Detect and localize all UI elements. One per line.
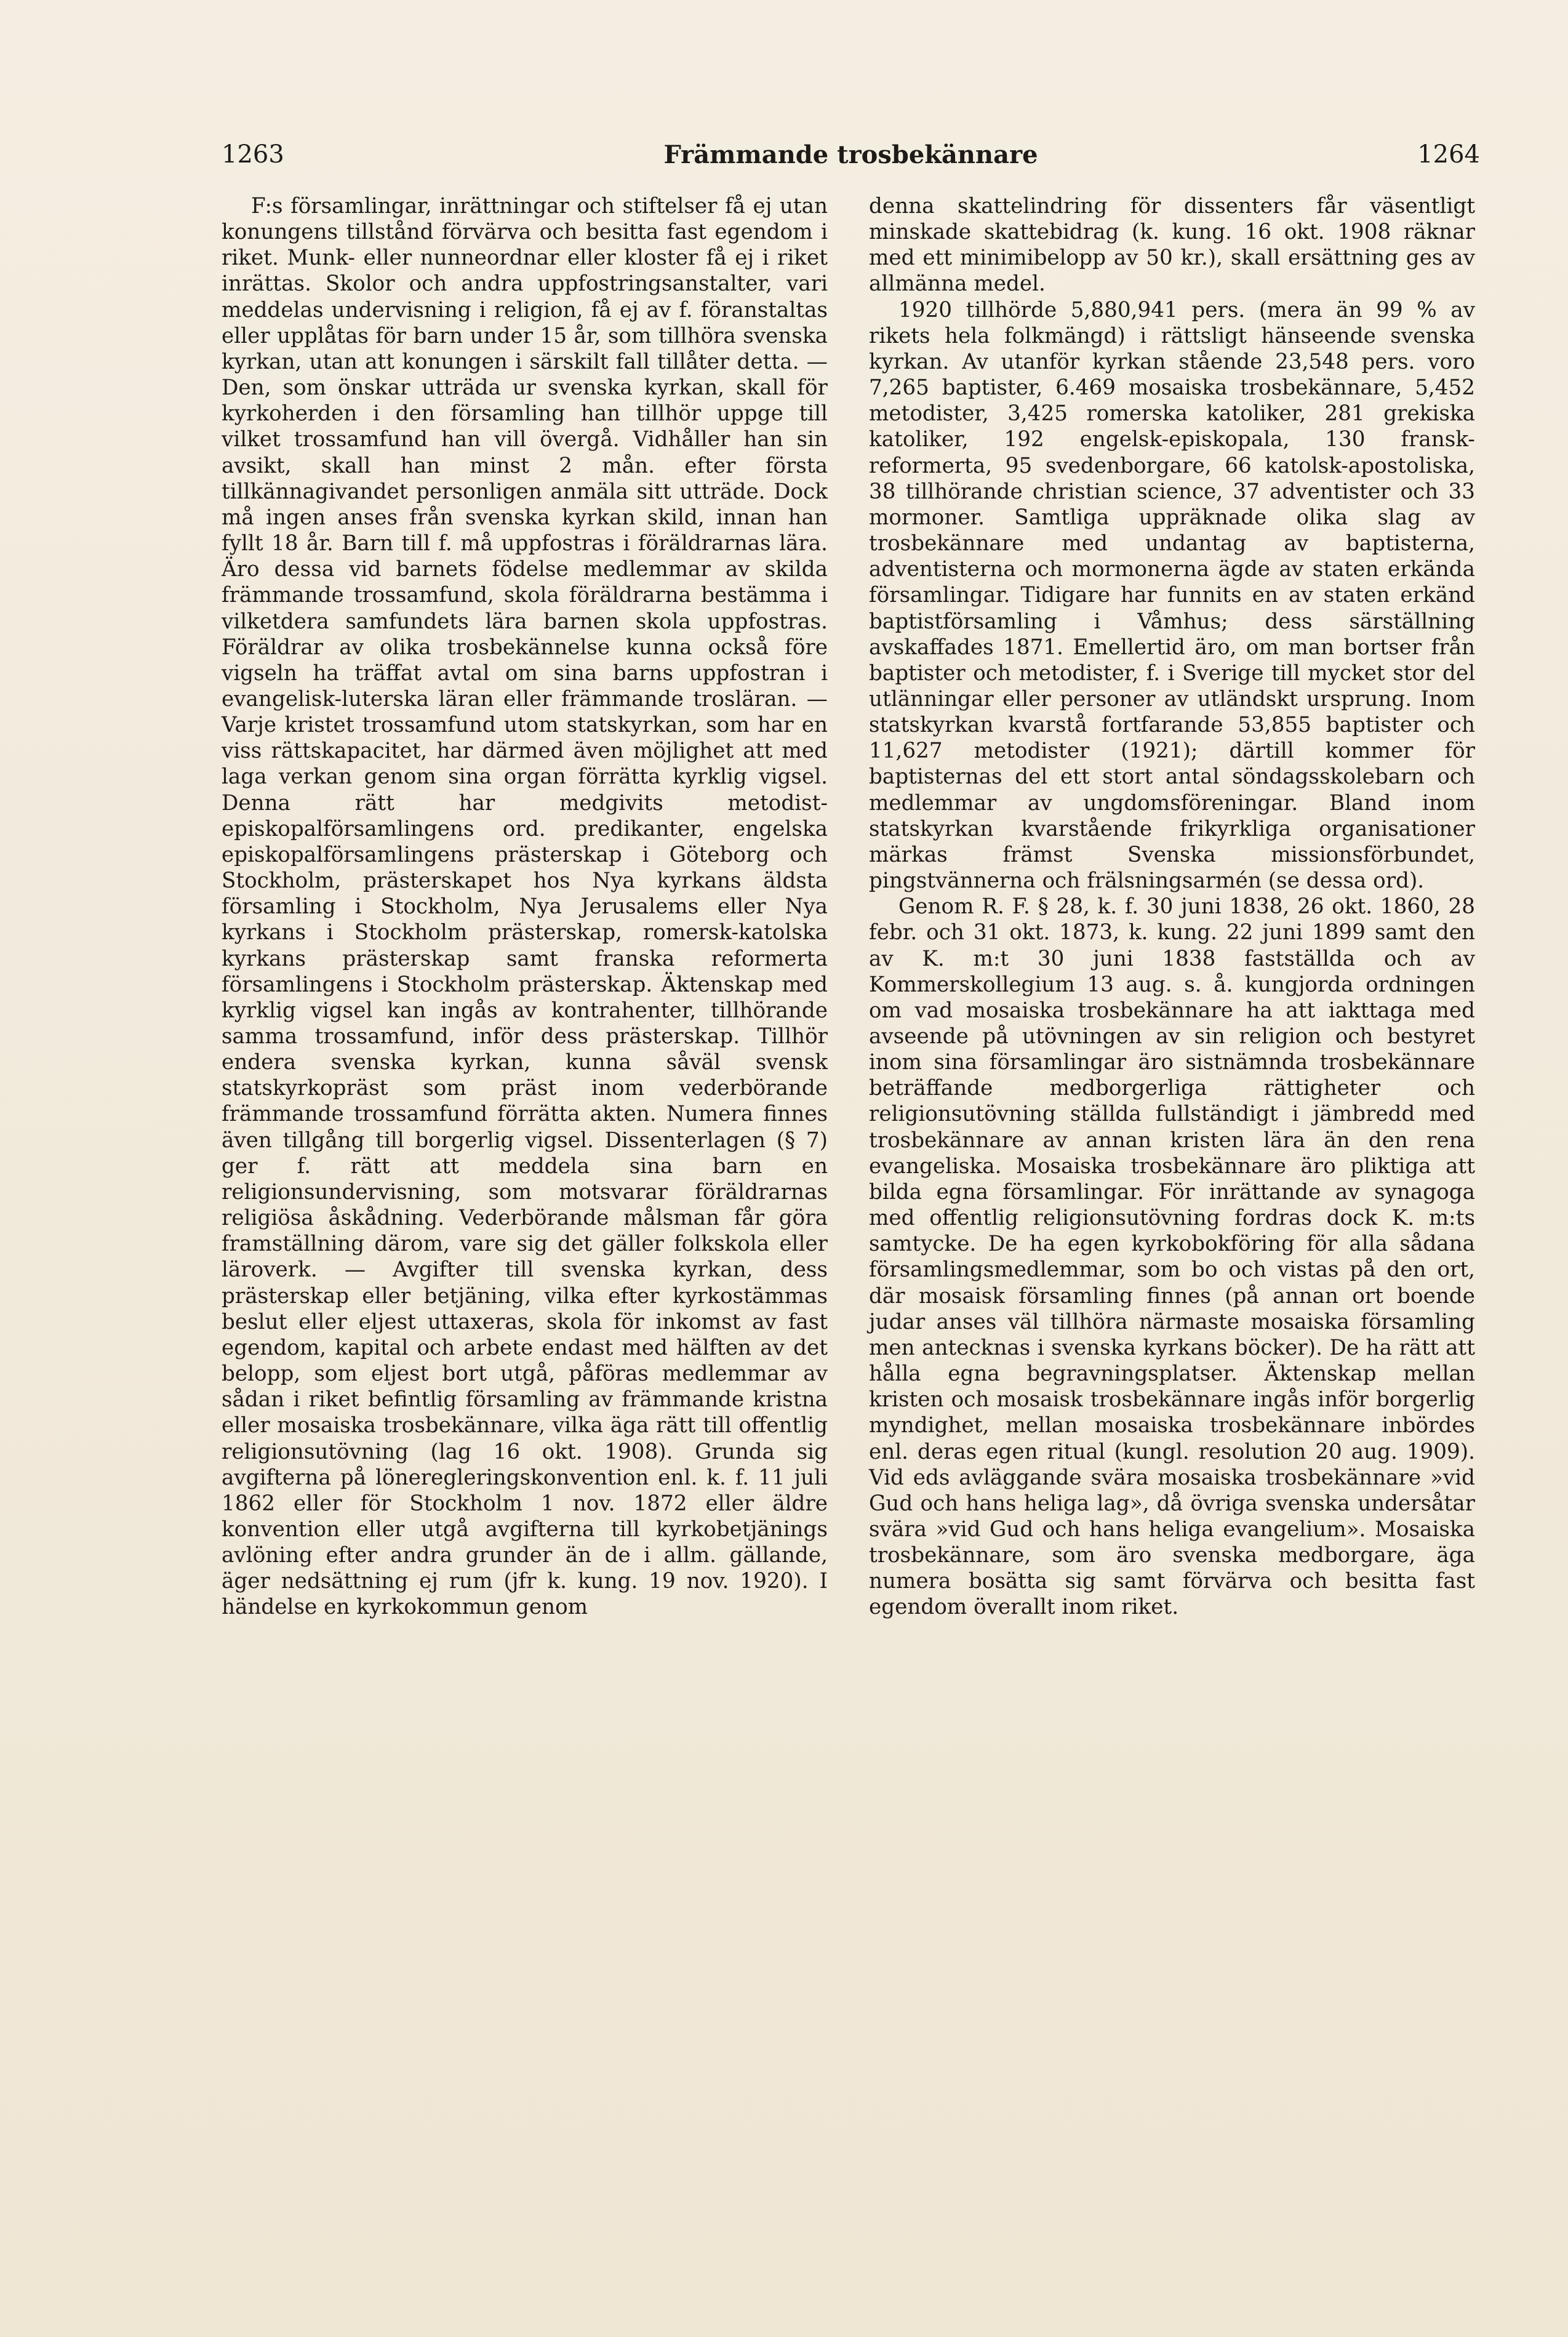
- page-number-left: 1263: [222, 140, 284, 169]
- page-number-right: 1264: [1417, 140, 1480, 169]
- page-header: [222, 140, 1480, 177]
- paragraph: F:s församlingar, inrättningar och stiftelser få ej utan konungens tillstånd förvärva och besitta fast egendom i riket. Munk- eller nunneordnar eller kloster få ej i riket inrättas. Skolor och andra uppfostringsanstalter, vari meddelas undervisning i religion, få ej av f. föranstaltas eller upplåtas för barn under 15 år, som tillhöra svenska kyrkan, utan att konungen i särskilt fall tillåter detta. — Den, som önskar utträda ur svenska kyrkan, skall för kyrkoherden i den församling han tillhör uppge till vilket trossamfund han vill övergå. Vidhåller han sin avsikt, skall han minst 2 mån. efter första tillkännagivandet personligen anmäla sitt utträde. Dock må ingen anses från svenska kyrkan skild, innan han fyllt 18 år. Barn till f. må uppfostras i föräldrarnas lära. Äro dessa vid barnets födelse medlemmar av skilda främmande trossamfund, skola föräldrarna bestämma i vilketdera samfundets lära barnen skola uppfostras. Föräldrar av olika trosbekännelse kunna också före vigseln ha träffat avtal om sina barns uppfostran i evangelisk-luterska läran eller främmande trosläran. — Varje kristet trossamfund utom statskyrkan, som har en viss rättskapacitet, har därmed även möjlighet att med laga verkan genom sina organ förrätta kyrklig vigsel. Denna rätt har medgivits metodist-episkopalförsamlingens ord. predikanter, engelska episkopalförsamlingens prästerskap i Göteborg och Stockholm, prästerskapet hos Nya kyrkans äldsta församling i Stockholm, Nya Jerusalems eller Nya kyrkans i Stockholm prästerskap, romersk-katolska kyrkans prästerskap samt franska reformerta församlingens i Stockholm prästerskap. Äktenskap med kyrklig vigsel kan ingås av kontrahenter, tillhörande samma trossamfund, inför dess prästerskap. Tillhör endera svenska kyrkan, kunna såväl svensk statskyrkopräst som präst inom vederbörande främmande trossamfund förrätta akten. Numera finnes även tillgång till borgerlig vigsel. Dissenterlagen (§ 7) ger f. rätt att meddela sina barn en religionsundervisning, som motsvarar föräldrarnas religiösa åskådning. Vederbörande målsman får göra framställning därom, vare sig det gäller folkskola eller läroverk. — Avgifter till svenska kyrkan, dess prästerskap eller betjäning, vilka efter kyrkostämmas beslut eller eljest uttaxeras, skola för inkomst av fast egendom, kapital och arbete endast med hälften av det belopp, som eljest bort utgå, påföras medlemmar av sådan i riket befintlig församling av främmande kristna eller mosaiska trosbekännare, vilka äga rätt till offentlig religionsutövning (lag 16 okt. 1908). Grunda sig avgifterna på löneregleringskonvention enl. k. f. 11 juli 1862 eller för Stockholm 1 nov. 1872 eller äldre konvention eller utgå avgifterna till kyrkobetjänings avlöning efter andra grunder än de i allm. gällande, äger nedsättning ej rum (jfr k. kung. 19 nov. 1920). I händelse en kyrkokommun genom: [222, 194, 828, 1620]
- paragraph: 1920 tillhörde 5,880,941 pers. (mera än 99 % av rikets hela folkmängd) i rättsligt hänseende svenska kyrkan. Av utanför kyrkan stående 23,548 pers. voro 7,265 baptister, 6.469 mosaiska trosbekännare, 5,452 metodister, 3,425 romerska katoliker, 281 grekiska katoliker, 192 engelsk-episkopala, 130 fransk-reformerta, 95 svedenborgare, 66 katolsk-apostoliska, 38 tillhörande christian science, 37 adventister och 33 mormoner. Samtliga uppräknade olika slag av trosbekännare med undantag av baptisterna, adventisterna och mormonerna ägde av staten erkända församlingar. Tidigare har funnits en av staten erkänd baptistförsamling i Våmhus; dess särställning avskaffades 1871. Emellertid äro, om man bortser från baptister och metodister, f. i Sverige till mycket stor del utlänningar eller personer av utländskt ursprung. Inom statskyrkan kvarstå fortfarande 53,855 baptister och 11,627 metodister (1921); därtill kommer för baptisternas del ett stort antal söndagsskolebarn och medlemmar av ungdomsföreningar. Bland inom statskyrkan kvarstående frikyrkliga organisationer märkas främst Svenska missionsförbundet, pingstvännerna och frälsningsarmén (se dessa ord).: [869, 297, 1475, 894]
- right-column: [869, 193, 1475, 1621]
- paragraph: denna skattelindring för dissenters får väsentligt minskade skattebidrag (k. kung. 16 okt. 1908 räknar med ett minimibelopp av 50 kr.), skall ersättning ges av allmänna medel.: [869, 194, 1475, 297]
- left-column: [222, 193, 828, 1621]
- paragraph: Genom R. F. § 28, k. f. 30 juni 1838, 26 okt. 1860, 28 febr. och 31 okt. 1873, k. kung. 22 juni 1899 samt den av K. m:t 30 juni 1838 fastställda och av Kommerskollegium 13 aug. s. å. kungjorda ordningen om vad mosaiska trosbekännare ha att iakttaga med avseende på utövningen av sin religion och bestyret inom sina församlingar äro sistnämnda trosbekännare beträffande medborgerliga rättigheter och religionsutövning ställda fullständigt i jämbredd med trosbekännare av annan kristen lära än den rena evangeliska. Mosaiska trosbekännare äro pliktiga att bilda egna församlingar. För inrättande av synagoga med offentlig religionsutövning fordras dock K. m:ts samtycke. De ha egen kyrkobokföring för alla sådana församlingsmedlemmar, som bo och vistas på den ort, där mosaisk församling finnes (på annan ort boende judar anses väl tillhöra närmaste mosaiska församling men antecknas i svenska kyrkans böcker). De ha rätt att hålla egna begravningsplatser. Äktenskap mellan kristen och mosaisk trosbekännare ingås inför borgerlig myndighet, mellan mosaiska trosbekännare inbördes enl. deras egen ritual (kungl. resolution 20 aug. 1909). Vid eds avläggande svära mosaiska trosbekännare »vid Gud och hans heliga lag», då övriga svenska undersåtar svära »vid Gud och hans heliga evangelium». Mosaiska trosbekännare, som äro svenska medborgare, äga numera bosätta sig samt förvärva och besitta fast egendom överallt inom riket.: [869, 894, 1475, 1620]
- running-title: Främmande trosbekännare: [663, 140, 1038, 169]
